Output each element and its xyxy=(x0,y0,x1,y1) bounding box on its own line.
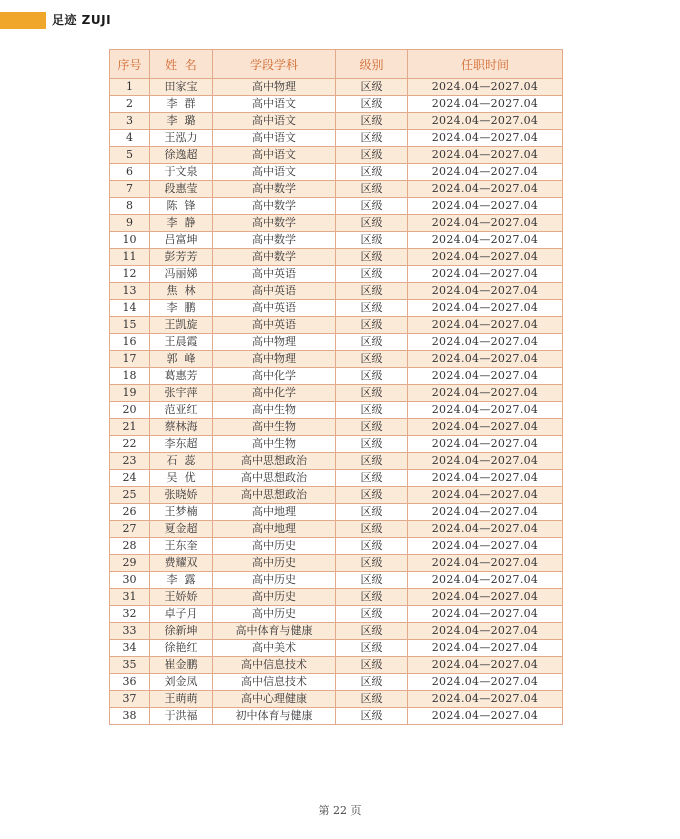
cell-level: 区级 xyxy=(336,147,408,164)
cell-number: 28 xyxy=(110,538,150,555)
cell-number: 32 xyxy=(110,606,150,623)
table-row xyxy=(110,385,563,402)
cell-level: 区级 xyxy=(336,317,408,334)
cell-number: 26 xyxy=(110,504,150,521)
cell-subject: 高中英语 xyxy=(213,266,336,283)
cell-level: 区级 xyxy=(336,283,408,300)
cell-subject: 高中物理 xyxy=(213,334,336,351)
table-row xyxy=(110,334,563,351)
cell-term: 2024.04—2027.04 xyxy=(408,657,563,674)
cell-level: 区级 xyxy=(336,691,408,708)
cell-subject: 高中语文 xyxy=(213,164,336,181)
cell-number: 3 xyxy=(110,113,150,130)
cell-term: 2024.04—2027.04 xyxy=(408,691,563,708)
column-header-name: 姓 名 xyxy=(150,50,213,79)
cell-term: 2024.04—2027.04 xyxy=(408,589,563,606)
cell-subject: 高中英语 xyxy=(213,317,336,334)
cell-name: 田家宝 xyxy=(150,79,213,96)
cell-subject: 高中语文 xyxy=(213,130,336,147)
table-row xyxy=(110,147,563,164)
cell-level: 区级 xyxy=(336,198,408,215)
table-row xyxy=(110,351,563,368)
cell-name: 李 静 xyxy=(150,215,213,232)
cell-name: 段惠莹 xyxy=(150,181,213,198)
cell-name: 徐艳红 xyxy=(150,640,213,657)
cell-name: 李 群 xyxy=(150,96,213,113)
cell-level: 区级 xyxy=(336,96,408,113)
cell-number: 20 xyxy=(110,402,150,419)
cell-name: 王晨霞 xyxy=(150,334,213,351)
cell-number: 23 xyxy=(110,453,150,470)
cell-term: 2024.04—2027.04 xyxy=(408,572,563,589)
table-row xyxy=(110,402,563,419)
cell-number: 19 xyxy=(110,385,150,402)
cell-subject: 高中地理 xyxy=(213,504,336,521)
cell-term: 2024.04—2027.04 xyxy=(408,419,563,436)
table-row xyxy=(110,606,563,623)
cell-name: 王萌萌 xyxy=(150,691,213,708)
column-header-subject: 学段学科 xyxy=(213,50,336,79)
cell-term: 2024.04—2027.04 xyxy=(408,113,563,130)
cell-level: 区级 xyxy=(336,436,408,453)
cell-subject: 高中历史 xyxy=(213,589,336,606)
cell-level: 区级 xyxy=(336,249,408,266)
cell-number: 33 xyxy=(110,623,150,640)
cell-level: 区级 xyxy=(336,657,408,674)
cell-subject: 高中历史 xyxy=(213,572,336,589)
cell-subject: 高中物理 xyxy=(213,79,336,96)
cell-term: 2024.04—2027.04 xyxy=(408,402,563,419)
cell-term: 2024.04—2027.04 xyxy=(408,334,563,351)
cell-subject: 高中地理 xyxy=(213,521,336,538)
table-row xyxy=(110,555,563,572)
cell-subject: 初中体育与健康 xyxy=(213,708,336,725)
table-row xyxy=(110,215,563,232)
cell-term: 2024.04—2027.04 xyxy=(408,215,563,232)
cell-subject: 高中历史 xyxy=(213,555,336,572)
cell-level: 区级 xyxy=(336,368,408,385)
cell-term: 2024.04—2027.04 xyxy=(408,147,563,164)
cell-term: 2024.04—2027.04 xyxy=(408,623,563,640)
cell-subject: 高中数学 xyxy=(213,249,336,266)
table-row xyxy=(110,130,563,147)
cell-term: 2024.04—2027.04 xyxy=(408,708,563,725)
cell-term: 2024.04—2027.04 xyxy=(408,130,563,147)
table-row xyxy=(110,300,563,317)
teacher-roster-table xyxy=(109,49,563,725)
cell-subject: 高中语文 xyxy=(213,113,336,130)
cell-subject: 高中语文 xyxy=(213,96,336,113)
cell-subject: 高中物理 xyxy=(213,351,336,368)
cell-term: 2024.04—2027.04 xyxy=(408,504,563,521)
cell-term: 2024.04—2027.04 xyxy=(408,555,563,572)
cell-subject: 高中英语 xyxy=(213,283,336,300)
cell-name: 郭 峰 xyxy=(150,351,213,368)
page-number: 第 22 页 xyxy=(318,804,362,817)
table-row xyxy=(110,164,563,181)
cell-term: 2024.04—2027.04 xyxy=(408,232,563,249)
cell-number: 1 xyxy=(110,79,150,96)
table-row xyxy=(110,198,563,215)
cell-name: 范亚红 xyxy=(150,402,213,419)
cell-subject: 高中历史 xyxy=(213,606,336,623)
cell-number: 17 xyxy=(110,351,150,368)
cell-number: 4 xyxy=(110,130,150,147)
cell-term: 2024.04—2027.04 xyxy=(408,198,563,215)
cell-name: 王娇娇 xyxy=(150,589,213,606)
table-row xyxy=(110,504,563,521)
cell-name: 于文泉 xyxy=(150,164,213,181)
cell-level: 区级 xyxy=(336,266,408,283)
cell-number: 13 xyxy=(110,283,150,300)
cell-level: 区级 xyxy=(336,181,408,198)
cell-term: 2024.04—2027.04 xyxy=(408,674,563,691)
cell-term: 2024.04—2027.04 xyxy=(408,351,563,368)
table-row xyxy=(110,521,563,538)
cell-number: 31 xyxy=(110,589,150,606)
cell-name: 崔金鹏 xyxy=(150,657,213,674)
cell-name: 焦 林 xyxy=(150,283,213,300)
column-header-term: 任职时间 xyxy=(408,50,563,79)
table-row xyxy=(110,708,563,725)
column-header-number: 序号 xyxy=(110,50,150,79)
cell-number: 5 xyxy=(110,147,150,164)
cell-subject: 高中生物 xyxy=(213,402,336,419)
cell-number: 11 xyxy=(110,249,150,266)
table-row xyxy=(110,79,563,96)
cell-subject: 高中思想政治 xyxy=(213,470,336,487)
cell-subject: 高中思想政治 xyxy=(213,453,336,470)
cell-term: 2024.04—2027.04 xyxy=(408,266,563,283)
cell-level: 区级 xyxy=(336,402,408,419)
cell-term: 2024.04—2027.04 xyxy=(408,470,563,487)
cell-term: 2024.04—2027.04 xyxy=(408,368,563,385)
cell-number: 21 xyxy=(110,419,150,436)
table-row xyxy=(110,368,563,385)
table-row xyxy=(110,623,563,640)
table-row xyxy=(110,317,563,334)
table-row xyxy=(110,283,563,300)
cell-name: 刘金凤 xyxy=(150,674,213,691)
cell-name: 吕富坤 xyxy=(150,232,213,249)
cell-level: 区级 xyxy=(336,164,408,181)
cell-level: 区级 xyxy=(336,130,408,147)
table-row xyxy=(110,436,563,453)
cell-number: 27 xyxy=(110,521,150,538)
cell-number: 15 xyxy=(110,317,150,334)
cell-number: 35 xyxy=(110,657,150,674)
cell-number: 10 xyxy=(110,232,150,249)
cell-number: 30 xyxy=(110,572,150,589)
cell-level: 区级 xyxy=(336,232,408,249)
cell-level: 区级 xyxy=(336,538,408,555)
cell-number: 25 xyxy=(110,487,150,504)
table-row xyxy=(110,572,563,589)
cell-subject: 高中信息技术 xyxy=(213,674,336,691)
cell-name: 王东奎 xyxy=(150,538,213,555)
cell-level: 区级 xyxy=(336,572,408,589)
cell-term: 2024.04—2027.04 xyxy=(408,436,563,453)
cell-term: 2024.04—2027.04 xyxy=(408,487,563,504)
column-header-level: 级别 xyxy=(336,50,408,79)
cell-level: 区级 xyxy=(336,674,408,691)
cell-number: 6 xyxy=(110,164,150,181)
table-row xyxy=(110,232,563,249)
cell-level: 区级 xyxy=(336,351,408,368)
cell-name: 张宇萍 xyxy=(150,385,213,402)
cell-level: 区级 xyxy=(336,640,408,657)
cell-term: 2024.04—2027.04 xyxy=(408,96,563,113)
cell-term: 2024.04—2027.04 xyxy=(408,317,563,334)
cell-term: 2024.04—2027.04 xyxy=(408,521,563,538)
table-header-row xyxy=(110,50,563,79)
cell-subject: 高中数学 xyxy=(213,181,336,198)
table-row xyxy=(110,487,563,504)
table-row xyxy=(110,691,563,708)
cell-subject: 高中生物 xyxy=(213,419,336,436)
cell-subject: 高中化学 xyxy=(213,368,336,385)
cell-subject: 高中体育与健康 xyxy=(213,623,336,640)
cell-name: 于洪福 xyxy=(150,708,213,725)
cell-level: 区级 xyxy=(336,334,408,351)
table-body xyxy=(110,79,563,725)
table-row xyxy=(110,538,563,555)
cell-term: 2024.04—2027.04 xyxy=(408,300,563,317)
cell-subject: 高中数学 xyxy=(213,232,336,249)
cell-name: 王梦楠 xyxy=(150,504,213,521)
cell-level: 区级 xyxy=(336,300,408,317)
cell-number: 36 xyxy=(110,674,150,691)
cell-subject: 高中信息技术 xyxy=(213,657,336,674)
cell-subject: 高中历史 xyxy=(213,538,336,555)
cell-term: 2024.04—2027.04 xyxy=(408,640,563,657)
cell-name: 陈 锋 xyxy=(150,198,213,215)
cell-subject: 高中思想政治 xyxy=(213,487,336,504)
cell-name: 徐新坤 xyxy=(150,623,213,640)
cell-number: 37 xyxy=(110,691,150,708)
cell-subject: 高中化学 xyxy=(213,385,336,402)
cell-name: 石 蕊 xyxy=(150,453,213,470)
cell-level: 区级 xyxy=(336,589,408,606)
cell-level: 区级 xyxy=(336,623,408,640)
table-row xyxy=(110,657,563,674)
cell-name: 徐逸超 xyxy=(150,147,213,164)
cell-subject: 高中生物 xyxy=(213,436,336,453)
cell-level: 区级 xyxy=(336,504,408,521)
cell-name: 李 鹏 xyxy=(150,300,213,317)
cell-number: 12 xyxy=(110,266,150,283)
table-row xyxy=(110,674,563,691)
cell-level: 区级 xyxy=(336,606,408,623)
cell-subject: 高中数学 xyxy=(213,215,336,232)
cell-number: 38 xyxy=(110,708,150,725)
cell-number: 22 xyxy=(110,436,150,453)
cell-name: 吴 优 xyxy=(150,470,213,487)
cell-subject: 高中美术 xyxy=(213,640,336,657)
cell-name: 费耀双 xyxy=(150,555,213,572)
header-accent-bar xyxy=(0,12,46,29)
table-row xyxy=(110,266,563,283)
table-row xyxy=(110,419,563,436)
cell-term: 2024.04—2027.04 xyxy=(408,606,563,623)
cell-number: 34 xyxy=(110,640,150,657)
cell-level: 区级 xyxy=(336,113,408,130)
cell-level: 区级 xyxy=(336,419,408,436)
cell-name: 夏金超 xyxy=(150,521,213,538)
cell-level: 区级 xyxy=(336,215,408,232)
cell-subject: 高中数学 xyxy=(213,198,336,215)
table-row xyxy=(110,640,563,657)
cell-name: 王凯旋 xyxy=(150,317,213,334)
cell-name: 张晓娇 xyxy=(150,487,213,504)
cell-term: 2024.04—2027.04 xyxy=(408,164,563,181)
cell-name: 彭芳芳 xyxy=(150,249,213,266)
cell-name: 李 璐 xyxy=(150,113,213,130)
cell-name: 冯丽娣 xyxy=(150,266,213,283)
cell-number: 2 xyxy=(110,96,150,113)
cell-term: 2024.04—2027.04 xyxy=(408,249,563,266)
cell-term: 2024.04—2027.04 xyxy=(408,283,563,300)
cell-level: 区级 xyxy=(336,79,408,96)
table-row xyxy=(110,453,563,470)
cell-subject: 高中英语 xyxy=(213,300,336,317)
cell-name: 卓子月 xyxy=(150,606,213,623)
cell-number: 14 xyxy=(110,300,150,317)
cell-level: 区级 xyxy=(336,487,408,504)
cell-term: 2024.04—2027.04 xyxy=(408,79,563,96)
cell-name: 蔡林海 xyxy=(150,419,213,436)
cell-level: 区级 xyxy=(336,470,408,487)
cell-number: 16 xyxy=(110,334,150,351)
cell-number: 18 xyxy=(110,368,150,385)
cell-name: 葛惠芳 xyxy=(150,368,213,385)
cell-number: 7 xyxy=(110,181,150,198)
cell-number: 24 xyxy=(110,470,150,487)
cell-number: 8 xyxy=(110,198,150,215)
cell-name: 李东超 xyxy=(150,436,213,453)
cell-level: 区级 xyxy=(336,385,408,402)
cell-term: 2024.04—2027.04 xyxy=(408,538,563,555)
cell-level: 区级 xyxy=(336,555,408,572)
page-header-title: 足迹 ZUJI xyxy=(52,13,112,27)
cell-subject: 高中心理健康 xyxy=(213,691,336,708)
table-row xyxy=(110,589,563,606)
cell-term: 2024.04—2027.04 xyxy=(408,385,563,402)
cell-subject: 高中语文 xyxy=(213,147,336,164)
table-row xyxy=(110,96,563,113)
cell-number: 29 xyxy=(110,555,150,572)
table-row xyxy=(110,181,563,198)
table-row xyxy=(110,470,563,487)
cell-number: 9 xyxy=(110,215,150,232)
cell-name: 王泓力 xyxy=(150,130,213,147)
table-row xyxy=(110,249,563,266)
cell-name: 李 露 xyxy=(150,572,213,589)
cell-level: 区级 xyxy=(336,453,408,470)
cell-level: 区级 xyxy=(336,521,408,538)
cell-term: 2024.04—2027.04 xyxy=(408,453,563,470)
cell-level: 区级 xyxy=(336,708,408,725)
table-row xyxy=(110,113,563,130)
cell-term: 2024.04—2027.04 xyxy=(408,181,563,198)
